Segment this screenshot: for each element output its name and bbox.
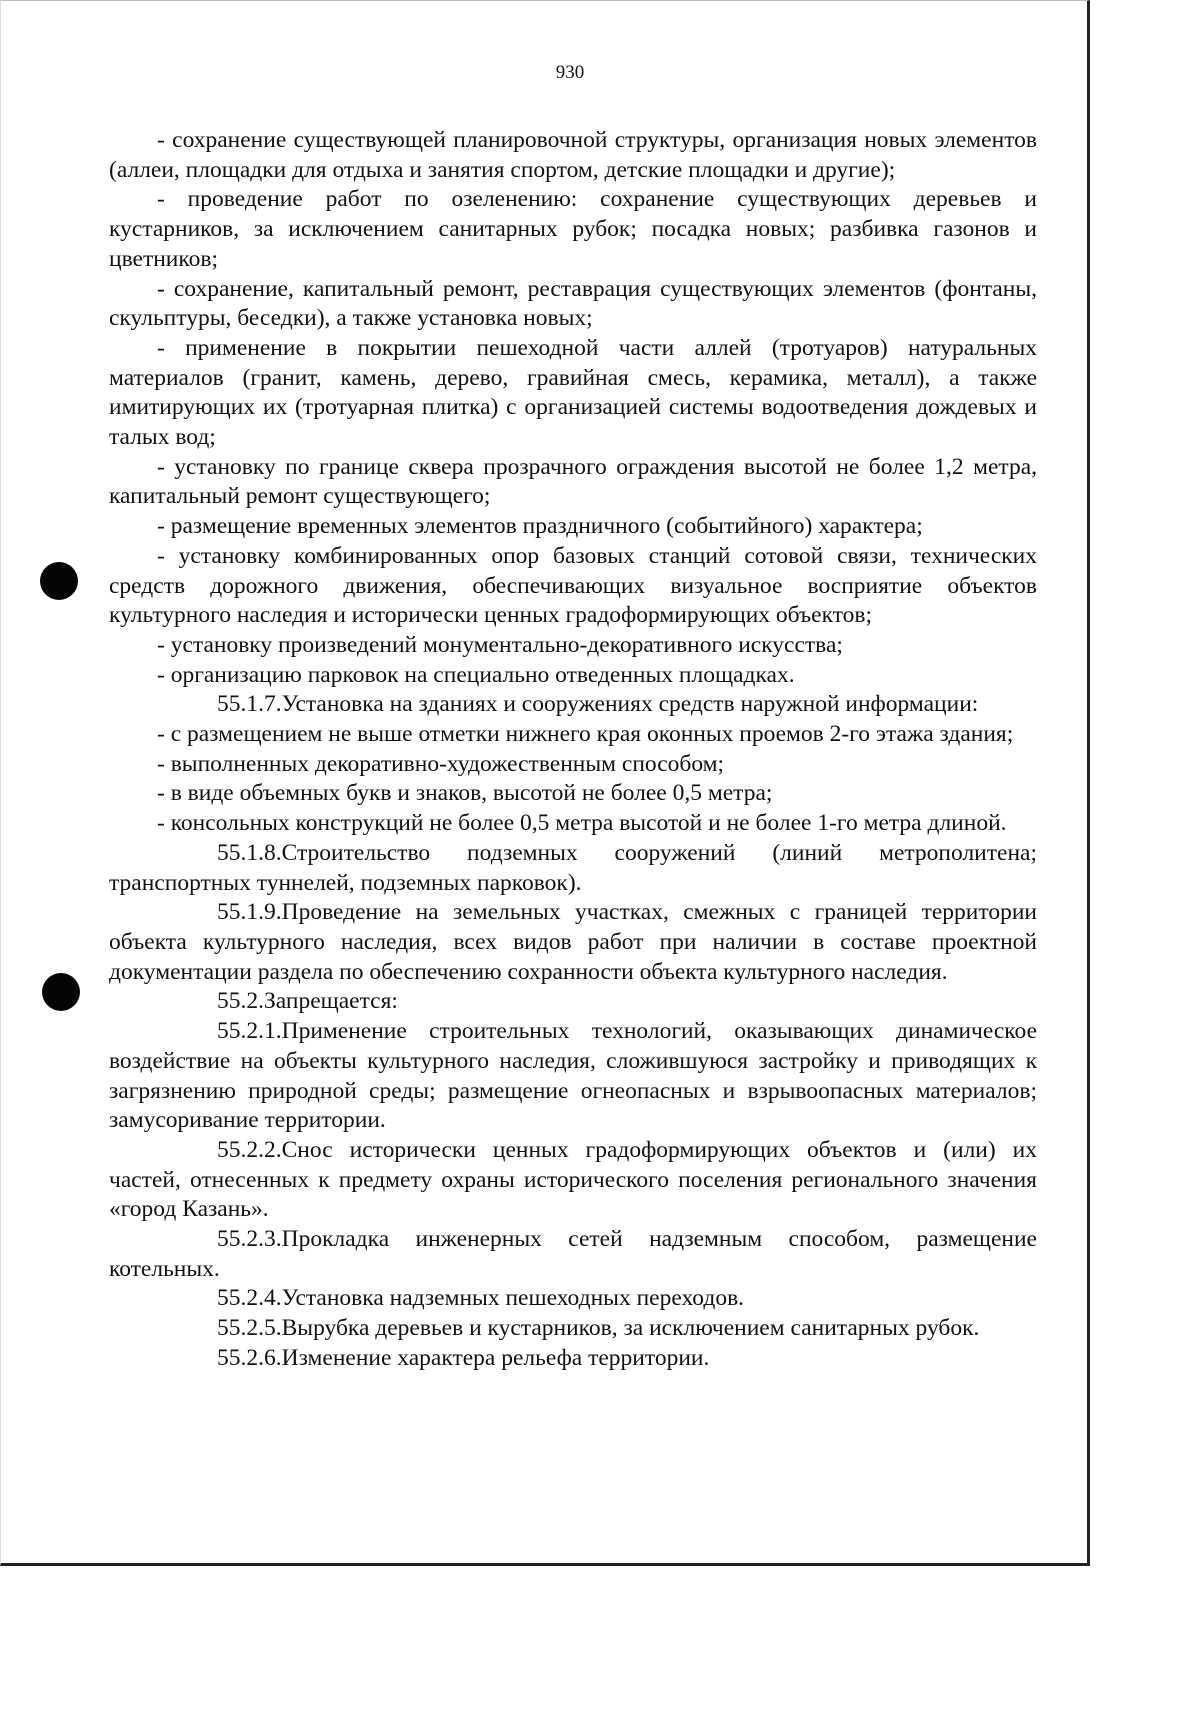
clause-number: 55.2.5. xyxy=(217,1315,282,1342)
list-item xyxy=(109,453,1037,512)
paragraph-text: - установку по границе сквера прозрачного ограждения высотой не более 1,2 метра, капитальный ремонт существующего; xyxy=(109,453,1037,510)
paragraph-text: - организацию парковок на специально отведенных площадках. xyxy=(157,661,795,688)
clause-paragraph xyxy=(109,1136,1037,1225)
clause-paragraph xyxy=(109,839,1037,898)
paragraph-text: Вырубка деревьев и кустарников, за исключением санитарных рубок. xyxy=(281,1315,980,1342)
paragraph-text: - размещение временных элементов праздничного (событийного) характера; xyxy=(157,513,923,540)
list-item xyxy=(109,542,1037,631)
paragraph-text: Снос исторически ценных градоформирующих объектов и (или) их частей, отнесенных к предмету охраны исторического поселения регионального значения «город Казань». xyxy=(109,1136,1037,1223)
list-item xyxy=(109,631,1037,661)
paragraph-text: - с размещением не выше отметки нижнего края оконных проемов 2-го этажа здания; xyxy=(157,721,1014,748)
clause-number: 55.2.3. xyxy=(217,1226,282,1253)
clause-paragraph xyxy=(109,1284,1037,1314)
list-item xyxy=(109,512,1037,542)
section-heading xyxy=(109,987,1037,1017)
document-body xyxy=(109,126,1037,1374)
paragraph-text: - выполненных декоративно-художественным способом; xyxy=(157,750,725,777)
clause-number: 55.2. xyxy=(217,988,264,1015)
clause-number: 55.1.7. xyxy=(217,691,282,718)
paragraph-text: - в виде объемных букв и знаков, высотой не более 0,5 метра; xyxy=(157,780,773,807)
paragraph-text: - установку произведений монументально-декоративного искусства; xyxy=(157,631,843,658)
page-number: 930 xyxy=(555,62,585,83)
list-item xyxy=(109,275,1037,334)
clause-paragraph xyxy=(109,898,1037,987)
paragraph-text: - сохранение существующей планировочной структуры, организация новых элементов (аллеи, площадки для отдыха и занятия спортом, детские площадки и другие); xyxy=(109,127,1037,183)
list-item xyxy=(109,661,1037,691)
paragraph-text: Установка на зданиях и сооружениях средств наружной информации: xyxy=(281,691,979,718)
paragraph-text: Изменение характера рельефа территории. xyxy=(281,1344,710,1371)
list-item xyxy=(109,334,1037,453)
paragraph-text: - установку комбинированных опор базовых станций сотовой связи, технических средств дорожного движения, обеспечивающих визуальное восприятие объектов культурного наследия и исторически ценных градоформирующих объектов; xyxy=(109,542,1037,629)
clause-paragraph xyxy=(109,1225,1037,1284)
clause-number: 55.2.2. xyxy=(217,1136,282,1163)
list-item xyxy=(109,779,1037,809)
clause-paragraph xyxy=(109,1314,1037,1344)
paragraph-text: Установка надземных пешеходных переходов. xyxy=(281,1285,745,1312)
clause-number: 55.2.4. xyxy=(217,1285,282,1312)
clause-number: 55.2.6. xyxy=(217,1344,282,1371)
punch-hole-mark xyxy=(42,973,80,1011)
paragraph-text: - применение в покрытии пешеходной части аллей (тротуаров) натуральных материалов (гранит, камень, дерево, гравийная смесь, керамика, металл), а также имитирующих их (тротуарная плитка) с организацией системы водоотведения дождевых и талых вод; xyxy=(109,334,1037,451)
punch-hole-mark xyxy=(40,562,78,600)
paragraph-text: Строительство подземных сооружений (линий метрополитена; транспортных туннелей, подземных парковок). xyxy=(109,839,1037,896)
paragraph-text: - проведение работ по озеленению: сохранение существующих деревьев и кустарников, за исключением санитарных рубок; посадка новых; разбивка газонов и цветников; xyxy=(109,186,1037,272)
list-item xyxy=(109,126,1037,185)
clause-paragraph xyxy=(109,1344,1037,1374)
clause-paragraph xyxy=(109,1017,1037,1136)
list-item xyxy=(109,185,1037,274)
paragraph-text: Запрещается: xyxy=(264,988,398,1015)
paragraph-text: Прокладка инженерных сетей надземным способом, размещение котельных. xyxy=(109,1226,1037,1282)
paragraph-text: - консольных конструкций не более 0,5 метра высотой и не более 1-го метра длиной. xyxy=(157,810,1007,837)
list-item xyxy=(109,750,1037,780)
paragraph-text: Применение строительных технологий, оказывающих динамическое воздействие на объекты культурного наследия, сложившуюся застройку и приводящих к загрязнению природной среды; размещение огнеопасных и взрывоопасных материалов; замусоривание территории. xyxy=(109,1018,1037,1134)
clause-number: 55.2.1. xyxy=(217,1018,282,1045)
clause-number: 55.1.8. xyxy=(217,839,282,866)
clause-number: 55.1.9. xyxy=(217,899,282,926)
list-item xyxy=(109,720,1037,750)
paragraph-text: - сохранение, капитальный ремонт, реставрация существующих элементов (фонтаны, скульптуры, беседки), а также установка новых; xyxy=(109,275,1037,332)
paragraph-text: Проведение на земельных участках, смежных с границей территории объекта культурного наследия, всех видов работ при наличии в составе проектной документации раздела по обеспечению сохранности объекта культурного наследия. xyxy=(109,899,1037,985)
clause-paragraph xyxy=(109,690,1037,720)
list-item xyxy=(109,809,1037,839)
